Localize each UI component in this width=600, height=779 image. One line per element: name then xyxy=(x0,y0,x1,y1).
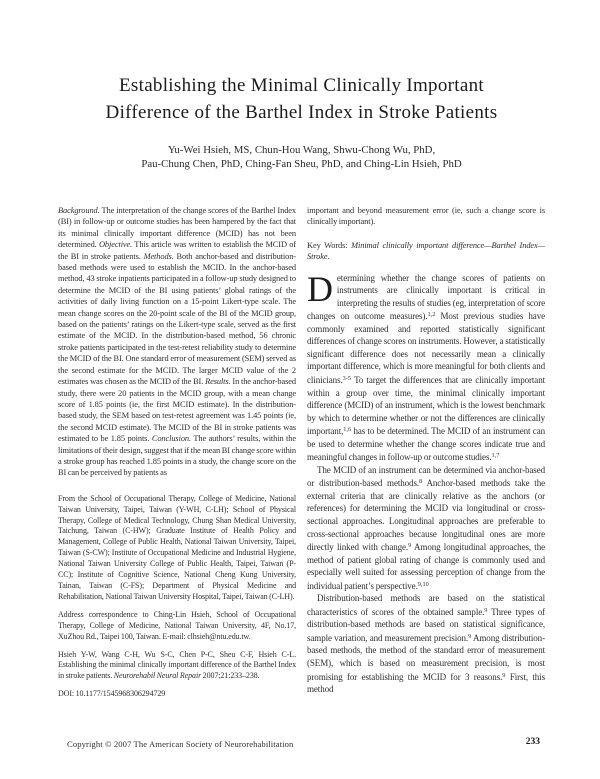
text-run: Among longitudinal approaches, the method of patient global rating of change is commonly used and especially well suited for assessing perception of change from the individual patient’s perspective. xyxy=(307,542,545,591)
text-run: 9 xyxy=(502,671,506,679)
text-run: Key Words: xyxy=(307,240,352,250)
text-run: Results. xyxy=(205,377,231,387)
intro-paragraph-1-text xyxy=(307,268,546,463)
abstract-continued-text: important and beyond measurement error (ie, such a change score is clinically important). xyxy=(307,206,545,227)
intro-paragraph-1 xyxy=(307,268,546,464)
right-column xyxy=(307,205,545,700)
author-byline-line-2: Pau-Chung Chen, PhD, Ching-Fan Sheu, PhD, and Ching-Lin Hsieh, PhD xyxy=(141,157,462,170)
text-run: To target the differences that are clinically important within a group over time, the minimal clinically important difference (MCID) of an instrument, which is the lowest benchmark by which to determine whether or not the differences are clinically important, xyxy=(307,375,545,437)
author-byline xyxy=(58,144,545,171)
text-run: 9 xyxy=(468,632,472,640)
text-run: The authors’ results, within the limitations of their design, suggest that if the mean BI change score within a stroke group has reached 1.85 points in a study, the change score on the BI can be perceived by patients as xyxy=(58,434,296,478)
text-run: First, this method xyxy=(307,671,545,695)
text-run: Most previous studies have commonly examined and reported statistically significant differences of change scores on instruments. However, a statistically significant difference does not necessarily mean a clinically important difference, which is more meaningful for both clients and clinicians. xyxy=(307,311,546,385)
text-run: The MCID of an instrument can be determined via anchor-based or distribution-based methods. xyxy=(307,464,545,489)
text-run: etermining whether the change scores of patients on instruments are clinically important is critical in interpreting the results of studies (eg, interpretation of score changes on outcome measures). xyxy=(307,272,545,322)
text-run: The interpretation of the change scores of the Barthel Index (BI) in follow-up or outcome studies has been hampered by the fact that its minimal clinically important difference (MCID) has not been determined. xyxy=(58,206,296,250)
text-run: Neurorehabil Neural Repair xyxy=(113,671,202,681)
text-run: 3-5 xyxy=(342,375,352,382)
text-run: 9,10 xyxy=(417,580,429,588)
text-run: 9 xyxy=(408,542,412,550)
author-byline-line-1: Yu-Wei Hsieh, MS, Chun-Hou Wang, Shwu-Chong Wu, PhD, xyxy=(167,144,436,156)
text-run: 1,6 xyxy=(343,426,352,434)
text-run: 9 xyxy=(484,606,488,614)
copyright-line: Copyright © 2007 The American Society of Neurorehabilitation xyxy=(67,739,294,749)
text-run: Conclusion. xyxy=(151,434,191,444)
text-run: Distribution-based methods are based on the statistical characteristics of scores of the obtained sample. xyxy=(307,593,545,617)
text-run: 1,7 xyxy=(491,452,500,460)
text-run: Three types of distribution-based methods are based on statistical significance, sample variation, and measurement precision. xyxy=(307,606,545,643)
text-run: This article was written to establish the MCID of the BI in stroke patients. xyxy=(58,240,296,261)
text-run: Hsieh Y-W, Wang C-H, Wu S-C, Chen P-C, Sheu C-F, Hsieh C-L. Establishing the minimal clinically important difference of the Barthel Index in stroke patients. xyxy=(58,649,296,681)
drop-cap-letter: D xyxy=(307,268,333,309)
text-run: Among distribution-based methods, the method of the standard error of measurement (SEM), which is based on measurement precision, is most promising for establishing the MCID for 3 reasons. xyxy=(307,632,545,682)
two-column-body xyxy=(58,205,545,700)
affiliation-note: From the School of Occupational Therapy, College of Medicine, National Taiwan University, Taipei, Taiwan (Y-WH, C-LH); School of Physical Therapy, College of Medical Technology, Chung Shan Medical University, Taichung, Taiwan (C-HW); Graduate Institute of Health Policy and Management, College of Public Health, National Taiwan University, Taipei, Taiwan (S-CW); Institute of Occupational Medicine and Industrial Hygiene, National Taiwan University College of Public Health, Taipei, Taiwan (P-CC); Institute of Cognitive Science, National Cheng Kung University, Tainan, Taiwan (C-FS); Department of Physical Medicine and Rehabilitation, National Taiwan University Hospital, Taipei, Taiwan (C-LH). xyxy=(58,493,296,601)
doi-line: DOI: 10.1177/1545968306294729 xyxy=(58,689,166,699)
text-run: Methods. xyxy=(143,251,174,261)
text-run: 2007;21:233–238. xyxy=(201,671,260,681)
text-run: 1,2 xyxy=(427,311,436,319)
page-number: 233 xyxy=(525,737,540,747)
article-title xyxy=(58,72,545,126)
correspondence-note: Address correspondence to Ching-Lin Hsieh, School of Occupational Therapy, College of Medicine, National Taiwan University, 4F, No.17, XuZhou Rd., Taipei 100, Taiwan. E-mail: clhsieh@ntu.edu.tw. xyxy=(58,609,296,641)
article-title-line-1: Establishing the Minimal Clinically Important xyxy=(119,75,484,96)
text-run: Minimal clinically important difference—Barthel Index—Stroke. xyxy=(307,240,545,262)
text-run: Background. xyxy=(58,206,100,215)
article-title-line-2: Difference of the Barthel Index in Stroke Patients xyxy=(105,102,498,123)
text-run: Both anchor-based and distribution-based methods were used to establish the MCID. In the anchor-based method, 43 stroke inpatients participated in a follow-up study designed to determine the MCID of the BI using patients’ global ratings of the activities of daily living function on a 15-point Likert-type scale. The mean change scores on the 20-point scale of the BI of the MCID group, based on the patients’ ratings on the Likert-type scale, served as the first estimate of the MCID. In the distribution-based method, 56 chronic stroke patients participated in the test-retest reliability study to determine the MCID of the BI. One standard error of measurement (SEM) served as the second estimate for the MCID. The larger MCID value of the 2 estimates was chosen as the MCID of the BI. xyxy=(58,251,296,387)
text-run: has to be determined. The MCID of an instrument can be used to determine whether the change scores indicate true and meaningful changes in follow-up or outcome studies. xyxy=(307,426,545,463)
abstract-text xyxy=(58,205,296,479)
text-run: Anchor-based methods take the external criteria that are clinically relative as the anchors (or references) for determining the MCID via longitudinal or cross-sectional approaches. Longitudinal approaches are preferable to cross-sectional approaches because longitudinal ones are more directly linked with change. xyxy=(307,478,545,553)
left-column xyxy=(58,205,296,700)
citation-note xyxy=(58,650,296,683)
text-run: In the anchor-based study, there were 20 patients in the MCID group, with a mean change score of 1.85 points (ie, the first MCID estimate). In the distribution-based study, the SEM based on test-retest agreement was 1.45 points (ie, the second MCID estimate). The MCID of the BI in stroke patients was estimated to be 1.85 points. xyxy=(58,377,296,444)
text-run: 8 xyxy=(419,478,423,486)
intro-paragraph-2 xyxy=(307,464,545,592)
keywords-line xyxy=(307,240,545,263)
text-run: Objective. xyxy=(98,240,133,250)
intro-paragraph-3 xyxy=(307,592,545,695)
